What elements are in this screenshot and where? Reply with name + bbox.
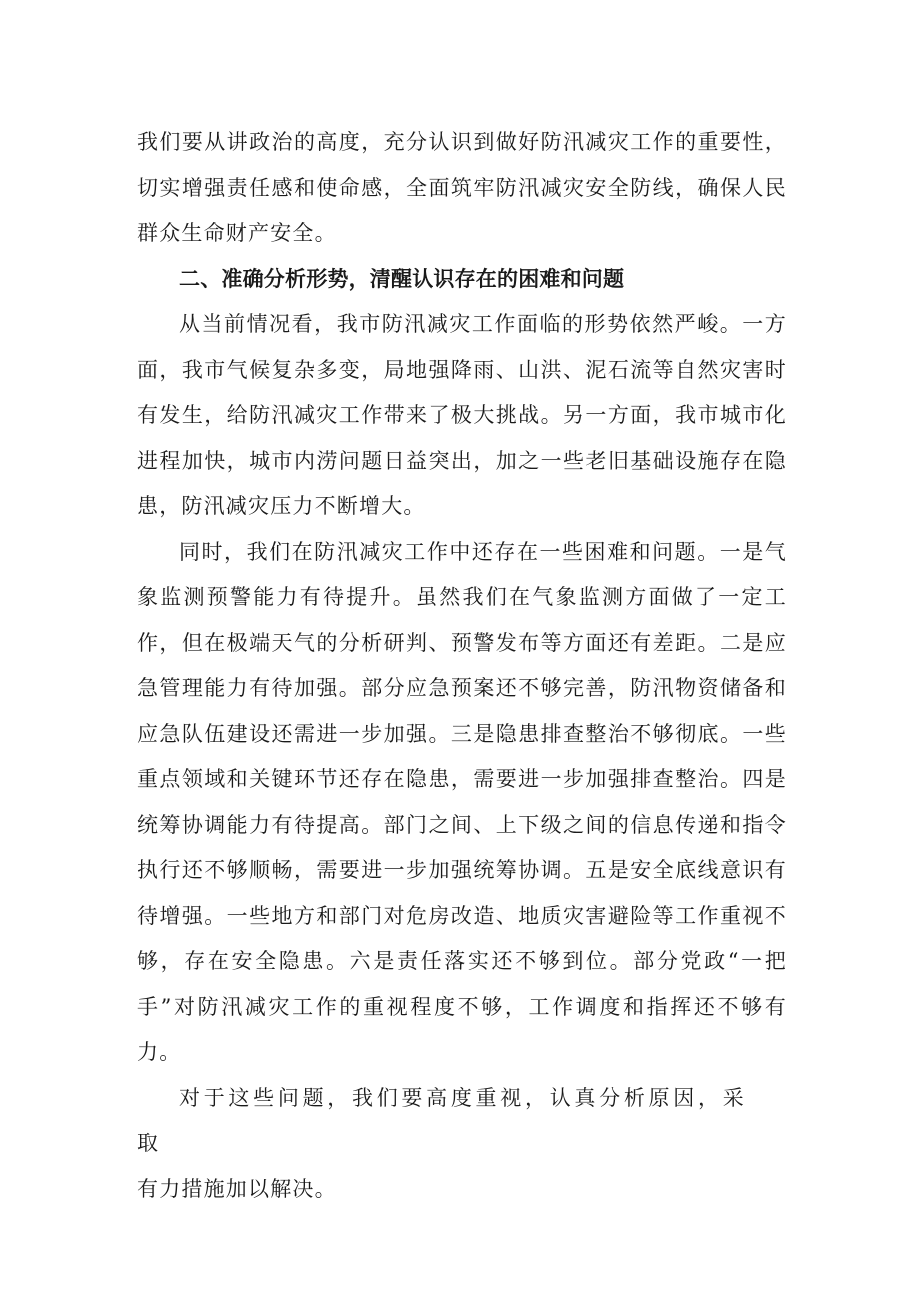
paragraph-intro-continuation: 我们要从讲政治的高度，充分认识到做好防汛减灾工作的重要性，切实增强责任感和使命感，全面筑牢防汛减灾安全防线，确保人民群众生命财产安全。 [137,130,787,245]
closing-line-2: 有力措施加以解决。 [137,1176,337,1201]
document-body [137,120,787,1212]
section-heading-2: 二、准确分析形势，清醒认识存在的困难和问题 [179,266,625,291]
closing-line-1: 对于这些问题，我们要高度重视，认真分析原因，采取 [137,1085,747,1155]
paragraph-problems: 同时，我们在防汛减灾工作中还存在一些困难和问题。一是气象监测预警能力有待提升。虽然我们在气象监测方面做了一定工作，但在极端天气的分析研判、预警发布等方面还有差距。二是应急管理能力有待加强。部分应急预案还不够完善，防汛物资储备和应急队伍建设还需进一步加强。三是隐患排查整治不够彻底。一些重点领域和关键环节还存在隐患，需要进一步加强排查整治。四是统筹协调能力有待提高。部门之间、上下级之间的信息传递和指令执行还不够顺畅，需要进一步加强统筹协调。五是安全底线意识有待增强。一些地方和部门对危房改造、地质灾害避险等工作重视不够，存在安全隐患。六是责任落实还不够到位。部分党政“一把手”对防汛减灾工作的重视程度不够，工作调度和指挥还不够有力。 [137,539,787,1064]
paragraph-situation: 从当前情况看，我市防汛减灾工作面临的形势依然严峻。一方面，我市气候复杂多变，局地强降雨、山洪、泥石流等自然灾害时有发生，给防汛减灾工作带来了极大挑战。另一方面，我市城市化进程加快，城市内涝问题日益突出，加之一些老旧基础设施存在隐患，防汛减灾压力不断增大。 [137,312,787,518]
paragraph-closing [137,1076,747,1213]
